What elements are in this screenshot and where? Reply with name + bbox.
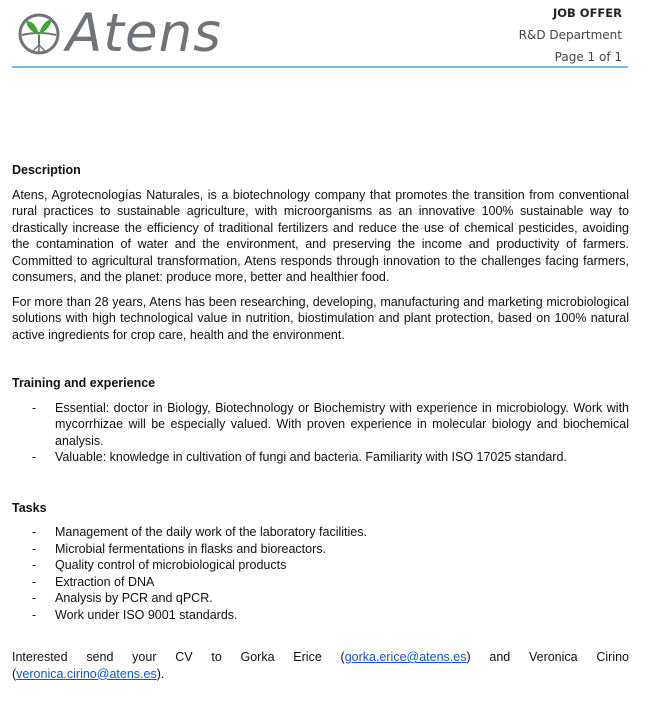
dash-bullet: - xyxy=(32,450,37,464)
description-paragraph-1: Atens, Agrotecnologías Naturales, is a biotechnology company that promotes the transition from conventional rural practices to sustainable agriculture, with microorganisms as an innovative 100% sustainable way to drastically increase the efficiency of traditional fertilizers and reduce the use of chemical pesticides, avoiding the contamination of water and the environment, and preserving the income and productivity of farmers. Committed to agricultural transformation, Atens responds through innovation to the challenges facing farmers, consumers, and the planet: produce more, better and healthier food. xyxy=(12,187,629,284)
list-item xyxy=(12,541,629,558)
list-item xyxy=(12,607,629,624)
dash-bullet: - xyxy=(32,607,37,622)
list-item xyxy=(12,524,629,541)
description-paragraph-2: For more than 28 years, Atens has been researching, developing, manufacturing and marketing microbiological solutions with high technological value in nutrition, biostimulation and plant protection, based on 100% natural active ingredients for crop care, health and the environment. xyxy=(12,294,629,342)
dash-bullet: - xyxy=(32,558,37,572)
list-item xyxy=(12,590,629,607)
email-link-gorka[interactable]: gorka.erice@atens.es xyxy=(344,650,467,664)
tasks-list xyxy=(12,524,629,623)
contact-end: ). xyxy=(156,666,165,681)
training-item-text: Essential: doctor in Biology, Biotechnology or Biochemistry with experience in microbiology. Work with mycorrhizae will be especially valued. With proven experience in molecular biology and biochemical analysis. xyxy=(55,400,629,448)
training-list xyxy=(12,400,629,466)
list-item xyxy=(12,557,629,574)
list-item xyxy=(12,574,629,591)
task-item-text: Analysis by PCR and qPCR. xyxy=(55,591,213,605)
task-item-text: Management of the daily work of the laboratory facilities. xyxy=(55,525,367,539)
page-header xyxy=(12,0,628,68)
dash-bullet: - xyxy=(32,591,37,605)
atens-logo xyxy=(16,3,222,64)
contact-middle: ) and Veronica Cirino ( xyxy=(12,650,630,681)
description-heading: Description xyxy=(12,163,81,177)
task-item-text: Microbial fermentations in flasks and bioreactors. xyxy=(55,541,326,556)
department-label: R&D Department xyxy=(518,28,622,42)
dash-bullet: - xyxy=(32,541,37,556)
list-item xyxy=(12,400,629,450)
tasks-heading: Tasks xyxy=(12,500,47,515)
header-rule xyxy=(12,66,628,68)
contact-intro: Interested send your CV to Gorka Erice ( xyxy=(12,650,345,664)
task-item-text: Work under ISO 9001 standards. xyxy=(55,607,238,622)
task-item-text: Quality control of microbiological products xyxy=(55,558,287,572)
dash-bullet: - xyxy=(32,400,37,415)
job-offer-label: JOB OFFER xyxy=(552,6,622,20)
document-body xyxy=(12,162,629,690)
task-item-text: Extraction of DNA xyxy=(55,574,155,589)
globe-leaf-icon xyxy=(16,11,62,57)
list-item xyxy=(12,449,629,466)
contact-paragraph xyxy=(12,649,629,682)
page-number: Page 1 of 1 xyxy=(554,50,622,64)
header-info xyxy=(519,2,622,68)
email-link-veronica[interactable]: veronica.cirino@atens.es xyxy=(16,666,157,681)
training-item-text: Valuable: knowledge in cultivation of fungi and bacteria. Familiarity with ISO 17025 standard. xyxy=(55,450,567,464)
logo-wordmark: Atens xyxy=(66,3,222,64)
dash-bullet: - xyxy=(32,525,37,539)
dash-bullet: - xyxy=(32,574,37,589)
training-heading: Training and experience xyxy=(12,376,156,390)
